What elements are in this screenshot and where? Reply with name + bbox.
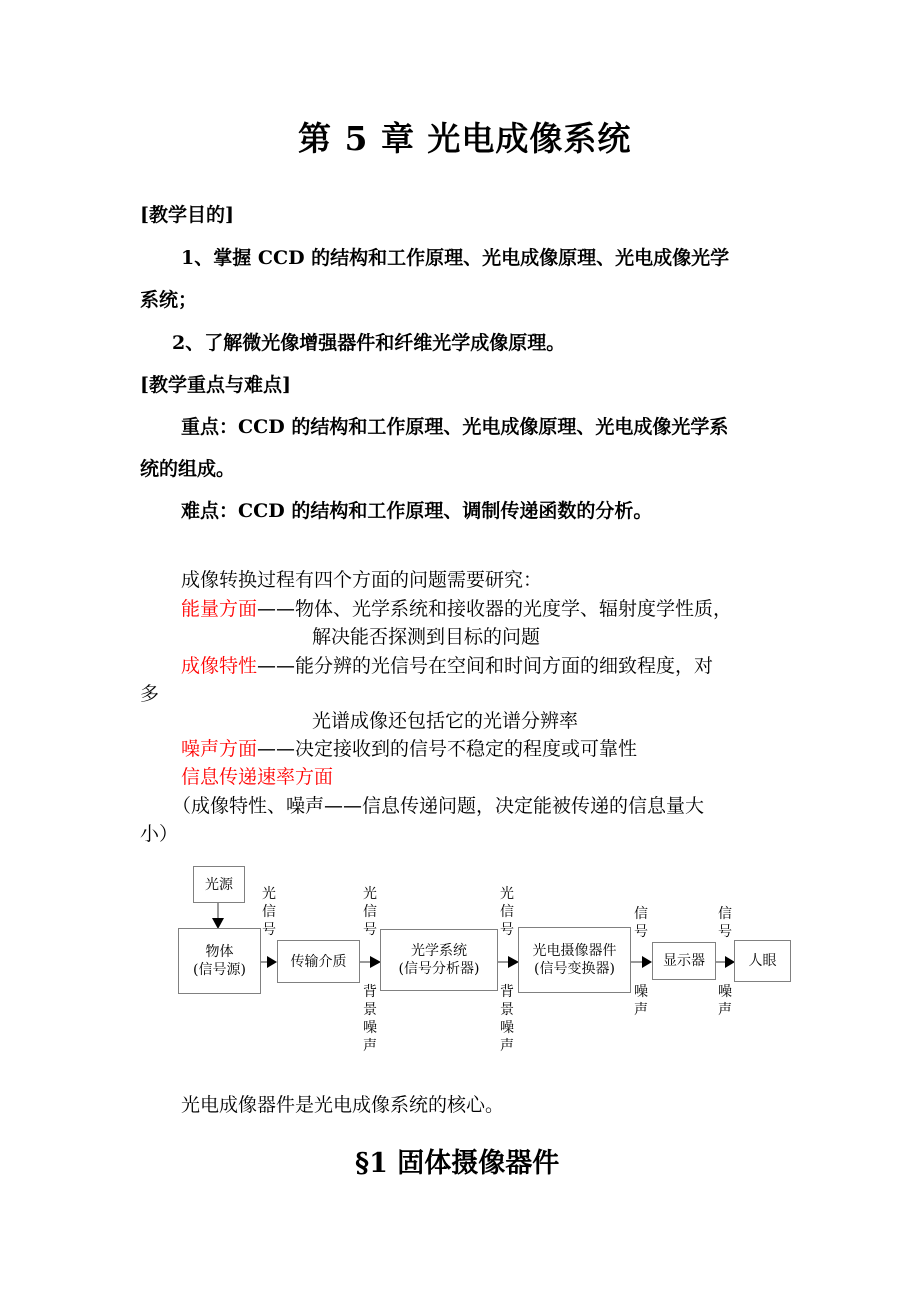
signal-label: 信号 <box>634 906 648 940</box>
aspect-desc: ——决定接收到的信号不稳定的程度或可靠性 <box>257 738 638 760</box>
page-title: 第 5 章 光电成像系统 <box>298 119 632 158</box>
aspects-intro: 成像转换过程有四个方面的问题需要研究： <box>181 569 543 591</box>
optics-box <box>380 929 498 991</box>
objective-2: 2、了解微光像增强器件和纤维光学成像原理。 <box>172 332 566 354</box>
objectives-heading: [教学目的] <box>140 204 234 226</box>
objective-1-line1: 1、掌握 CCD 的结构和工作原理、光电成像原理、光电成像光学 <box>181 247 730 269</box>
imager-label: 光电摄像器件 <box>532 943 617 959</box>
light-source-box <box>193 866 245 903</box>
medium-label: 传输介质 <box>290 953 347 970</box>
section-title: §1 固体摄像器件 <box>355 1148 560 1179</box>
optics-label: 光学系统 <box>411 943 467 959</box>
aspects-note-line2: 小） <box>140 823 179 845</box>
display-box <box>652 942 716 980</box>
light-source-label: 光源 <box>205 876 233 893</box>
aspect-term: 成像特性 <box>181 655 258 677</box>
bg-noise-label: 背景噪声 <box>363 984 377 1054</box>
object-box <box>178 928 261 994</box>
aspect-desc: ——能分辨的光信号在空间和时间方面的细致程度，对 <box>257 655 714 677</box>
eye-box <box>734 940 791 982</box>
light-signal-label: 光信号 <box>363 886 377 938</box>
aspect-rate: 信息传递速率方面 <box>181 766 334 788</box>
bg-noise-label: 背景噪声 <box>500 984 514 1054</box>
medium-box <box>277 940 360 983</box>
display-label: 显示器 <box>663 953 705 969</box>
eye-label: 人眼 <box>748 953 777 969</box>
aspects-note-line1: （成像特性、噪声——信息传递问题，决定能被传递的信息量大 <box>172 795 705 817</box>
noise-label: 噪声 <box>634 984 648 1018</box>
aspect-term: 噪声方面 <box>181 738 258 760</box>
aspect-desc: ——物体、光学系统和接收器的光度学、辐射度学性质， <box>257 598 733 620</box>
arrowhead <box>267 956 277 968</box>
object-sublabel: (信号源) <box>193 962 246 978</box>
aspect-imaging-cont: 光谱成像还包括它的光谱分辨率 <box>312 710 579 732</box>
noise-label: 噪声 <box>718 984 732 1018</box>
optics-sublabel: (信号分析器) <box>398 961 480 977</box>
aspect-energy-cont: 解决能否探测到目标的问题 <box>312 626 541 648</box>
focus-line1: 重点：CCD 的结构和工作原理、光电成像原理、光电成像光学系 <box>181 416 729 438</box>
aspect-term: 能量方面 <box>181 598 258 620</box>
core-statement: 光电成像器件是光电成像系统的核心。 <box>181 1094 505 1116</box>
focus-line2: 统的组成。 <box>140 458 236 480</box>
signal-label: 信号 <box>718 906 732 940</box>
light-signal-label: 光信号 <box>262 886 276 938</box>
objective-1-line2: 系统； <box>140 289 198 311</box>
object-label: 物体 <box>205 944 234 960</box>
light-signal-label: 光信号 <box>500 886 514 938</box>
imager-sublabel: (信号变换器) <box>534 961 615 977</box>
difficulty-line: 难点：CCD 的结构和工作原理、调制传递函数的分析。 <box>181 500 653 522</box>
key-points-heading: [教学重点与难点] <box>140 374 291 396</box>
imager-box <box>518 927 631 993</box>
arrowhead <box>642 956 652 968</box>
aspect-imaging-wrap: 多 <box>140 683 160 705</box>
